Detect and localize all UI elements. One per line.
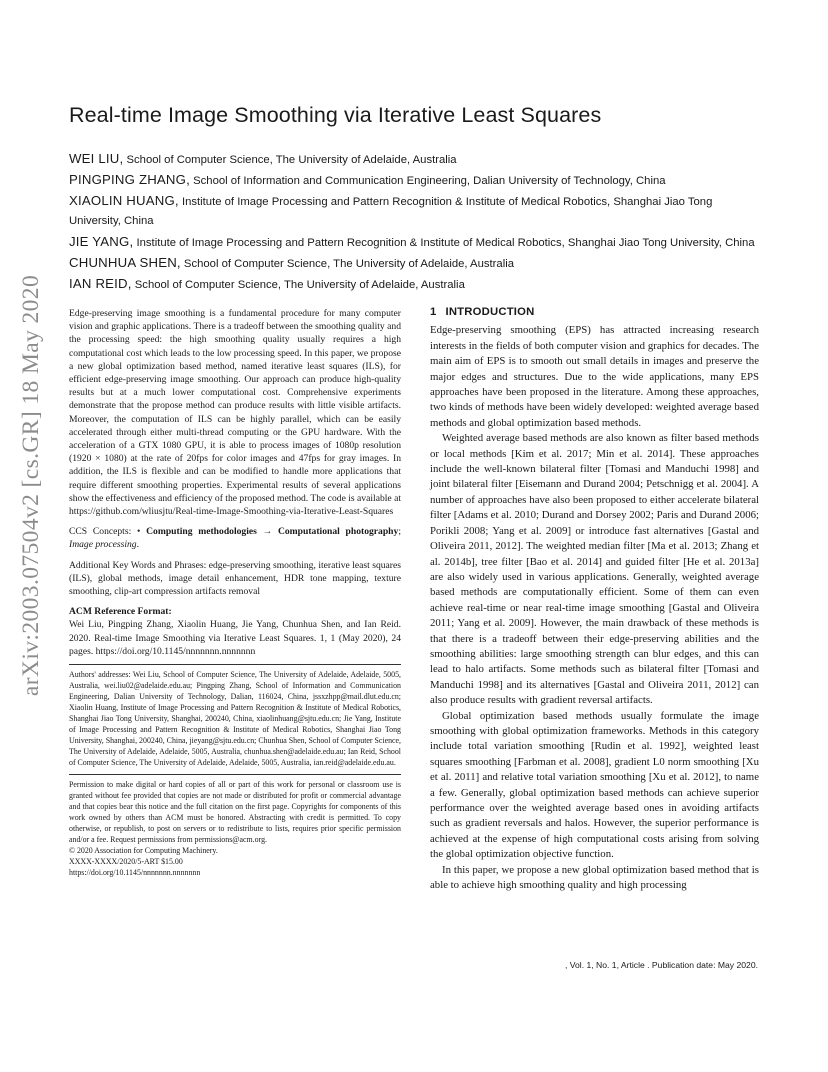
authors-addresses: Authors' addresses: Wei Liu, School of Computer Science, The University of Adelaide, Adelaide, 5005, Australia, wei.liu02@adelaide.edu.au; Pingping Zhang, School of Information and Communication Engineering, Dalian University of Technology, Dalian, 116024, China, jssxzhpp@mail.dlut.edu.cn; Xiaolin Huang, Institute of Image Processing and Pattern Recognition & Institute of Medical Robotics, Shanghai Jiao Tong University, Shanghai, 200240, China, xiaolinhuang@sjtu.edu.cn; Jie Yang, Institute of Image Processing and Pattern Recognition & Institute of Medical Robotics, Shanghai Jiao Tong University, Shanghai, 200240, China, jieyang@sjtu.edu.cn; Chunhua Shen, School of Computer Science, The University of Adelaide, Adelaide, 5005, Australia, chunhua.shen@adelaide.edu.au; Ian Reid, School of Computer Science, The University of Adelaide, Adelaide, 5005, Australia, ian.reid@adelaide.edu.au. (69, 670, 401, 768)
article-price: XXXX-XXXX/2020/5-ART $15.00 (69, 857, 183, 867)
divider (69, 664, 401, 665)
author-name: XIAOLIN HUANG, (69, 193, 179, 209)
ccs-concepts (69, 525, 401, 551)
right-column (430, 305, 759, 893)
author-affiliation: School of Computer Science, The University of Adelaide, Australia (183, 257, 515, 270)
ccs-label: CCS Concepts: • (69, 526, 141, 538)
section-title: INTRODUCTION (445, 306, 535, 318)
ccs-category: Computing methodologies → Computational photography (146, 526, 399, 538)
acm-reference: Wei Liu, Pingping Zhang, Xiaolin Huang, Jie Yang, Chunhua Shen, and Ian Reid. 2020. Real-time Image Smoothing via Iterative Least Squares. 1, 1 (May 2020), 24 pages. https://doi.org/10.1145/nnnnnnn.nnnnnnn (69, 619, 401, 657)
author-name: JIE YANG, (69, 233, 134, 249)
author-entry (69, 253, 759, 274)
author-name: IAN REID, (69, 275, 132, 291)
author-entry (69, 149, 759, 170)
author-entry (69, 170, 759, 191)
abstract: Edge-preserving image smoothing is a fundamental procedure for many computer vision and graphic applications. There is a tradeoff between the smoothing quality and the processing speed: the high smoothing quality usually requires a high computational cost which leads to the low processing speed. In this paper, we propose a new global optimization based method, named iterative least squares (ILS), for efficient edge-preserving image smoothing. Our approach can produce high-quality results but at a much lower computational cost. Comprehensive experiments demonstrate that the propose method can produce results with little visible artifacts. Moreover, the computation of ILS can be highly parallel, which can be easily accelerated through either multi-thread computing or the GPU hardware. With the acceleration of a GTX 1080 GPU, it is able to process images of 1080p resolution (1920 × 1080) at the rate of 20fps for color images and 47fps for gray images. In addition, the ILS is flexible and can be modified to handle more applications that require different smoothing properties. Experimental results of several applications show the effectiveness and efficiency of the proposed method. The code is available at https://github.com/wliusjtu/Real-time-Image-Smoothing-via-Iterative-Least-Squares (69, 308, 401, 518)
copyright-line: © 2020 Association for Computing Machinery. (69, 846, 218, 856)
author-entry (69, 232, 759, 253)
author-entry (69, 191, 759, 231)
acm-reference-heading: ACM Reference Format: (69, 606, 172, 618)
page-footer: , Vol. 1, No. 1, Article . Publication date: May 2020. (565, 960, 758, 970)
author-list (69, 149, 759, 295)
arxiv-stamp (12, 274, 52, 696)
ccs-separator: ; (398, 526, 401, 538)
author-affiliation: Institute of Image Processing and Pattern Recognition & Institute of Medical Robotics, Shanghai Jiao Tong University, China (136, 236, 755, 249)
paper-title: Real-time Image Smoothing via Iterative Least Squares (69, 103, 602, 127)
left-column (69, 307, 401, 878)
author-entry (69, 274, 759, 295)
ccs-end: . (136, 539, 139, 551)
doi-link[interactable]: https://doi.org/10.1145/nnnnnnn.nnnnnnn (69, 868, 201, 878)
body-paragraph: Weighted average based methods are also known as filter based methods or local methods [Kim et al. 2017; Min et al. 2014]. These approaches include the well-known bilateral filter [Tomasi and Manduchi 1998] and joint bilateral filter [Eisemann and Durand 2004; Petschnigg et al. 2004]. A number of approaches have also been proposed to either accelerate bilateral filter [Adams et al. 2010; Durand and Dorsey 2002; Paris and Durand 2006; Porikli 2008; Yang et al. 2009] or introduce fast alternatives [Gastal and Oliveira 2011, 2012]. The weighted median filter [Ma et al. 2013; Zhang et al. 2014b], tree filter [Bao et al. 2014] and guided filter [He et al. 2013a] are also widely used in various applications. Generally, weighted average based methods are computationally efficient. Some of them can even achieve real-time or near real-time image smoothing [Gastal and Oliveira 2011; Yang et al. 2009]. However, the main drawback of these methods is that there is a tradeoff between their edge-preserving abilities and the smoothing abilities: large smoothing strength can blur edges, and this can lead to halo artifacts. Some methods such as bilateral filter [Tomasi and Manduchi 1998] and its alternatives [Gastal and Oliveira 2011, 2012] can also produce results with gradient reversal artifacts. (430, 432, 759, 707)
author-affiliation: School of Computer Science, The University of Adelaide, Australia (126, 154, 457, 166)
body-paragraph: Global optimization based methods usually formulate the image smoothing with global optimization frameworks. Methods in this category include total variation smoothing [Rudin et al. 1992], weighted least squares smoothing [Farbman et al. 2008], gradient L0 norm smoothing [Xu et al. 2011] and relative total variation smoothing [Xu et al. 2012], to name a few. Generally, global optimization based methods can achieve superior performance over the weighted average based ones in avoiding artifacts such as gradient reversals and halos. However, the superior performance is achieved at the expense of high computational costs arising from solving the global optimization objective function. (430, 709, 759, 861)
body-paragraph: In this paper, we propose a new global optimization based method that is able to achieve high smoothing quality and high processing (430, 863, 759, 892)
section-number: 1 (430, 306, 437, 318)
author-name: CHUNHUA SHEN, (69, 254, 181, 270)
body-paragraph: Edge-preserving smoothing (EPS) has attracted increasing research interests in the fields of both computer vision and graphics for decades. The main aim of EPS is to smooth out small details in images and preserve the major edges and structures. Due to the wide applications, many EPS approaches have been proposed in the literature. Among these approaches, two kinds of methods have been widely developed: weighted average based methods and global optimization based methods. (430, 324, 759, 429)
divider (69, 774, 401, 775)
section-heading (430, 305, 759, 320)
arxiv-id: arXiv:2003.07504v2 [cs.GR] 18 May 2020 (18, 274, 45, 696)
permission-notice: Permission to make digital or hard copies of all or part of this work for personal or classroom use is granted without fee provided that copies are not made or distributed for profit or commercial advantage and that copies bear this notice and the full citation on the first page. Copyrights for components of this work owned by others than ACM must be honored. Abstracting with credit is permitted. To copy otherwise, or republish, to post on servers or to redistribute to lists, requires prior specific permission and/or a fee. Request permissions from permissions@acm.org. (69, 780, 401, 845)
author-affiliation: Institute of Image Processing and Pattern Recognition & Institute of Medical Robotics, Shanghai Jiao Tong University, China (69, 196, 713, 228)
author-affiliation: School of Information and Communication Engineering, Dalian University of Technology, China (193, 175, 666, 188)
author-affiliation: School of Computer Science, The University of Adelaide, Australia (134, 278, 465, 291)
author-name: PINGPING ZHANG, (69, 172, 190, 188)
author-name: WEI LIU, (69, 151, 124, 166)
keywords: Additional Key Words and Phrases: edge-preserving smoothing, iterative least squares (ILS), global methods, image detail enhancement, HDR tone mapping, texture smoothing, clip-art compression artifacts removal (69, 559, 401, 598)
ccs-subject: Image processing (69, 539, 137, 551)
